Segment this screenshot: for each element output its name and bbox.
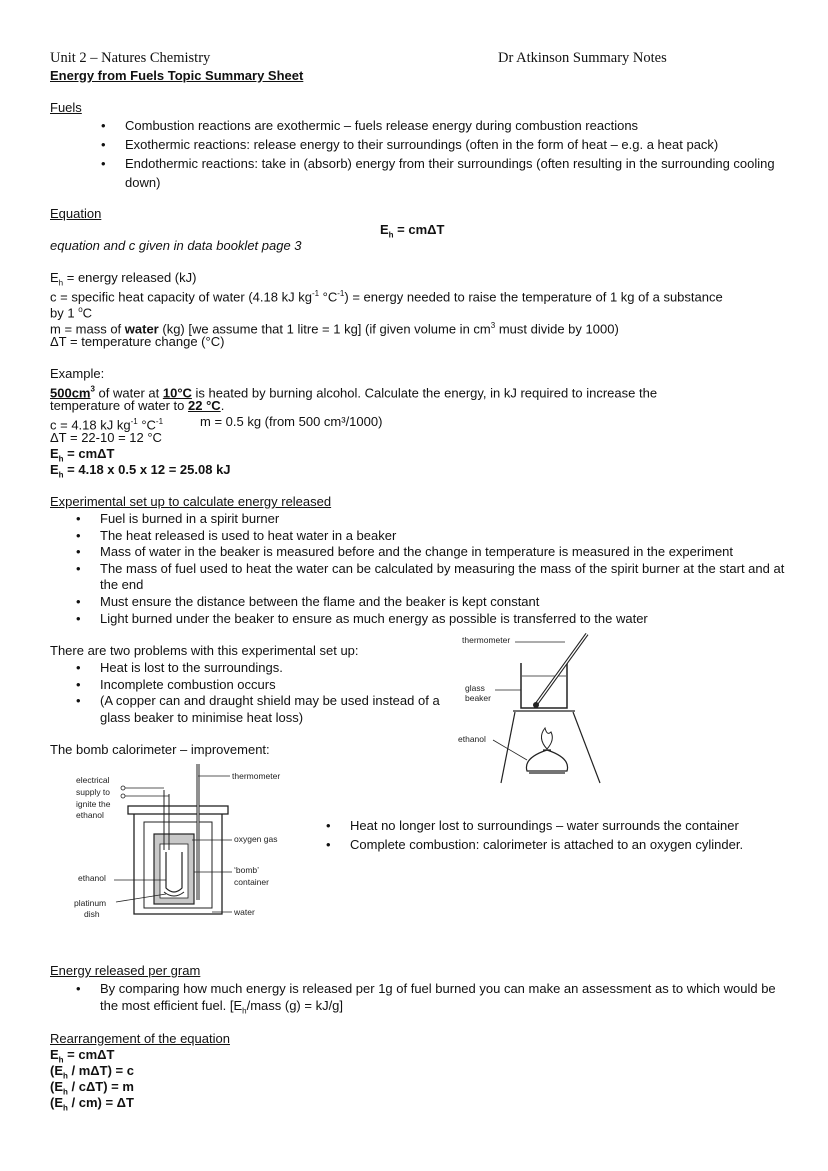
fuels-heading: Fuels xyxy=(50,100,82,115)
beaker-label: beaker xyxy=(465,693,491,703)
page-title: Energy from Fuels Topic Summary Sheet xyxy=(50,68,304,83)
electrical-label-1: electrical xyxy=(76,775,110,785)
list-item: • (A copper can and draught shield may be used instead of a glass beaker to minimise heat loss) xyxy=(100,693,440,726)
def-c-cont: by 1 $^o$C xyxy=(50,305,93,321)
equation-note: equation and c given in data booklet page 3 xyxy=(50,238,302,253)
bomb-list xyxy=(350,816,790,854)
equation-heading: Equation xyxy=(50,206,102,221)
example-answer: $E_h = 4.18$ x 0.5 x 12 = 25.08 kJ xyxy=(50,462,231,480)
list-item: • The heat released is used to heat water in a beaker xyxy=(100,528,790,545)
oxygen-gas-label: oxygen gas xyxy=(234,834,278,844)
experiment-heading: Experimental set up to calculate energy released xyxy=(50,494,332,509)
electrical-label-2: supply to xyxy=(76,787,111,797)
list-item: • Heat no longer lost to surroundings – water surrounds the container xyxy=(350,816,790,835)
def-eh: $E_h$ = energy released (kJ) xyxy=(50,270,197,288)
list-item: • Fuel is burned in a spirit burner xyxy=(100,511,790,528)
example-c: c = 4.18 kJ $kg^{-1}$ $^\circ C^{-1}$ xyxy=(50,417,164,433)
list-item: • Must ensure the distance between the flame and the beaker is kept constant xyxy=(100,594,790,611)
rearrange-line-4: $(E_h / cm) = \Delta T$ xyxy=(50,1095,134,1113)
per-gram-list xyxy=(100,980,780,1020)
problems-list xyxy=(100,660,440,726)
example-question-cont: temperature of water to 22 °C. xyxy=(50,398,225,413)
glass-label: glass xyxy=(465,683,485,693)
unit-title: Unit 2 – Natures Chemistry xyxy=(50,50,211,66)
experiment-list xyxy=(100,511,790,627)
thermometer-label: thermometer xyxy=(462,635,511,645)
def-c: c = specific heat capacity of water (4.18 kJ $kg^{-1}$ $^\circ C^{-1}$) = energy needed to raise the temperature of 1 kg of a substance xyxy=(50,289,723,305)
bomb-thermometer-label: thermometer xyxy=(232,771,281,781)
list-item: • Incomplete combustion occurs xyxy=(100,677,440,694)
water-label: water xyxy=(234,907,255,917)
electrical-label-3: ignite the xyxy=(76,799,111,809)
rearrange-line-2: $(E_h / m\Delta T) = c$ xyxy=(50,1063,134,1081)
example-question: $500cm^3$ of water at 10°C is heated by burning alcohol. Calculate the energy, in kJ required to increase the xyxy=(50,385,658,401)
dish-label: dish xyxy=(84,909,100,919)
list-item: • Endothermic reactions: take in (absorb) energy from their surroundings (often resulting in the surrounding cooling down) xyxy=(125,154,785,192)
list-item: • Complete combustion: calorimeter is attached to an oxygen cylinder. xyxy=(350,835,790,854)
bomb-calorimeter-diagram xyxy=(70,760,300,930)
bomb-ethanol-label: ethanol xyxy=(78,873,106,883)
bomb-label: ‘bomb’ xyxy=(234,865,260,875)
example-m: m = 0.5 kg (from 500 cm³/1000) xyxy=(200,414,383,429)
list-item: • By comparing how much energy is released per 1g of fuel burned you can make an assessment as to which would be the most efficient fuel. [$E_h$/mass (g) = kJ/g] xyxy=(100,980,780,1020)
def-m: m = mass of water (kg) [we assume that 1 litre = 1 kg] (if given volume in $cm^3$ must divide by 1000) xyxy=(50,321,619,337)
beaker-apparatus-diagram xyxy=(455,628,615,788)
electrical-label-4: ethanol xyxy=(76,810,104,820)
ethanol-label: ethanol xyxy=(458,734,486,744)
bomb-heading: The bomb calorimeter – improvement: xyxy=(50,742,270,757)
list-item: • Exothermic reactions: release energy to their surroundings (often in the form of heat – e.g. a heat pack) xyxy=(125,135,785,154)
list-item: • Combustion reactions are exothermic – fuels release energy during combustion reactions xyxy=(125,116,785,135)
rearrange-line-1: $E_h = cm\Delta T$ xyxy=(50,1047,115,1065)
list-item: • Light burned under the beaker to ensure as much energy as possible is transferred to the water xyxy=(100,611,790,628)
example-dt: ΔT = 22-10 = 12 °C xyxy=(50,430,162,445)
rearrange-line-3: $(E_h / c\Delta T) = m$ xyxy=(50,1079,134,1097)
platinum-label: platinum xyxy=(74,898,107,908)
author-label: Dr Atkinson Summary Notes xyxy=(498,50,667,66)
main-formula: $E_h = cm\Delta T$ xyxy=(380,222,445,240)
example-eh-formula: $E_h = cm\Delta T$ xyxy=(50,446,115,464)
list-item: • Heat is lost to the surroundings. xyxy=(100,660,440,677)
example-heading: Example: xyxy=(50,366,105,381)
rearrange-heading: Rearrangement of the equation xyxy=(50,1031,230,1046)
problems-heading: There are two problems with this experimental set up: xyxy=(50,643,359,658)
fuels-list xyxy=(125,116,785,192)
per-gram-heading: Energy released per gram xyxy=(50,963,201,978)
def-dt: ΔT = temperature change (°C) xyxy=(50,334,225,349)
container-label: container xyxy=(234,877,269,887)
list-item: • Mass of water in the beaker is measured before and the change in temperature is measured in the experiment xyxy=(100,544,790,561)
list-item: • The mass of fuel used to heat the water can be calculated by measuring the mass of the spirit burner at the start and at the end xyxy=(100,561,790,594)
